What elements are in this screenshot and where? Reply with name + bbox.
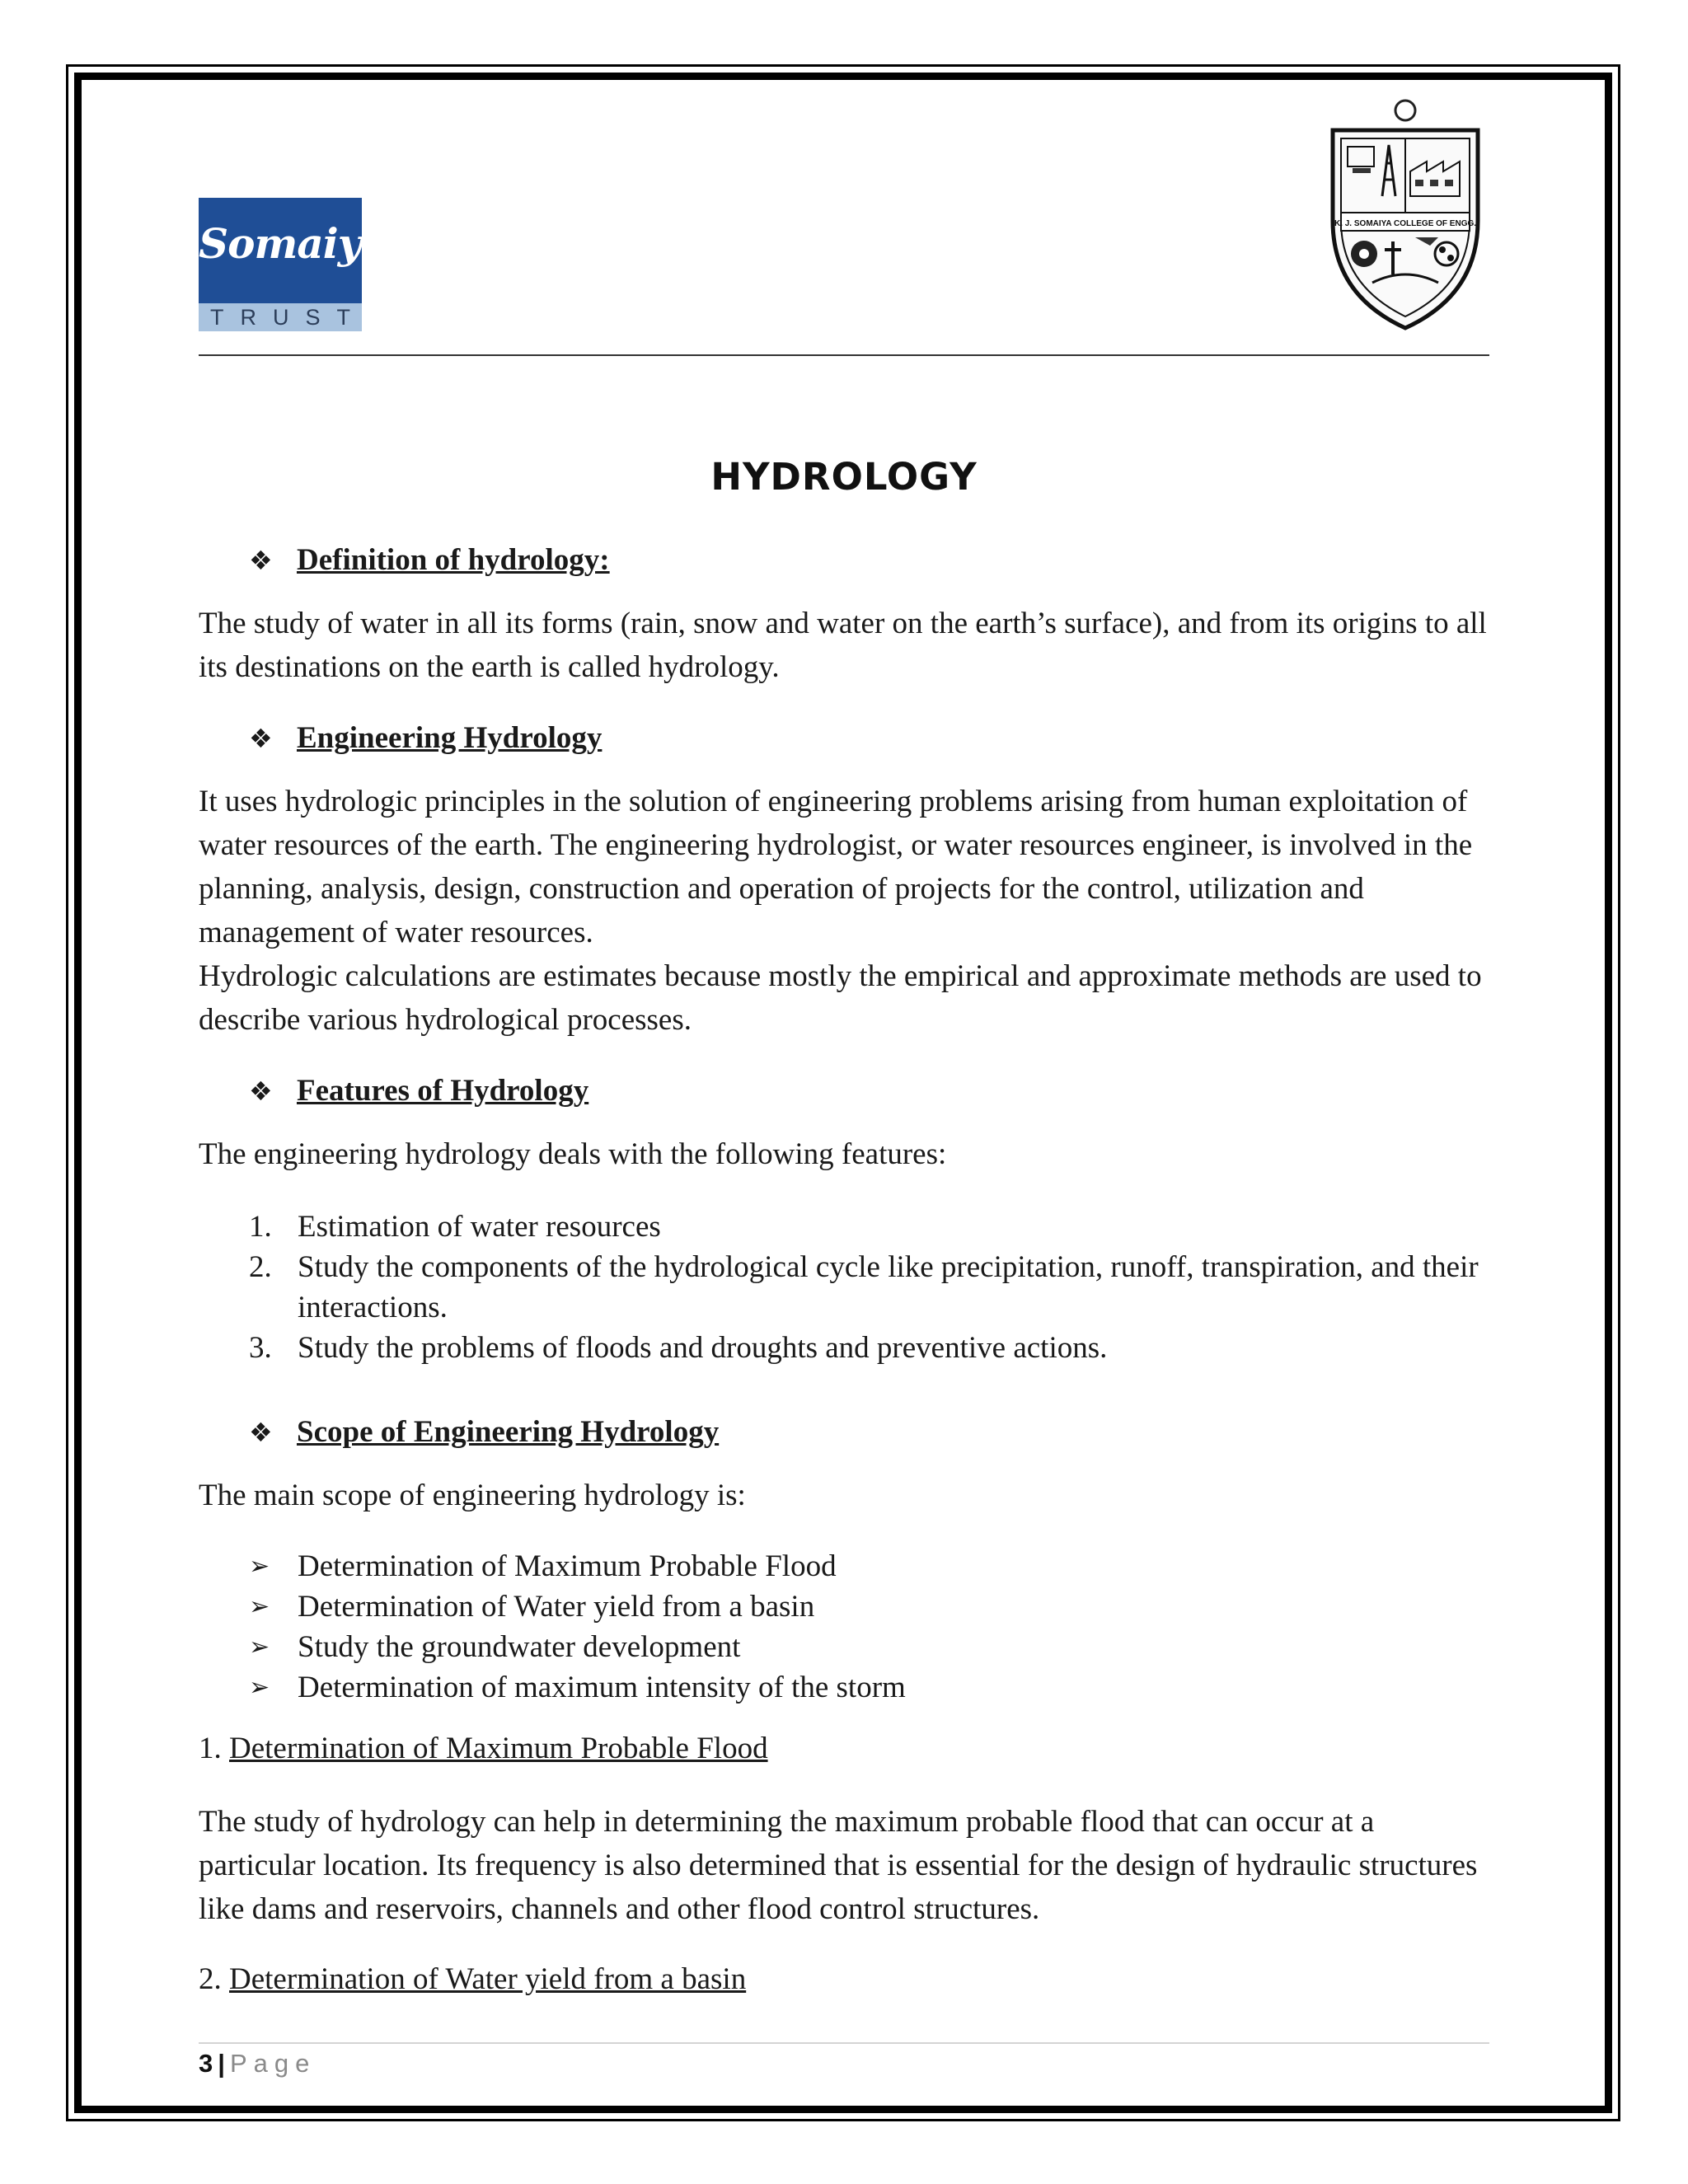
- list-item: [249, 1586, 1489, 1627]
- page-label: Page: [229, 2049, 316, 2078]
- section-heading-scope: [249, 1414, 719, 1450]
- list-item-text: Determination of Maximum Probable Flood: [298, 1549, 837, 1583]
- paragraph-text: The engineering hydrology deals with the following features:: [199, 1137, 947, 1171]
- list-item-text: Determination of maximum intensity of the storm: [298, 1671, 906, 1704]
- page-footer: [199, 2049, 316, 2079]
- subsection-heading-1: [199, 1731, 768, 1766]
- diamond-bullet-icon: ❖: [249, 1076, 273, 1107]
- list-number: 2.: [249, 1250, 272, 1284]
- list-item-text: Study the problems of floods and droughts and preventive actions.: [298, 1331, 1108, 1365]
- section-heading-features: [249, 1073, 588, 1108]
- list-item: [249, 1207, 1489, 1247]
- page-title: HYDROLOGY: [710, 455, 978, 499]
- paragraph-text: The main scope of engineering hydrology is:: [199, 1479, 746, 1512]
- subsection-title: Determination of Water yield from a basin: [229, 1962, 747, 1996]
- arrow-bullet-icon: ➢: [249, 1552, 270, 1581]
- section-heading-definition: [249, 542, 610, 578]
- list-item: [249, 1627, 1489, 1667]
- features-intro: [199, 1132, 1489, 1176]
- logo-script-text: Somaiya: [199, 219, 387, 268]
- subsection-number: 1.: [199, 1732, 222, 1765]
- footer-separator: |: [218, 2049, 225, 2078]
- definition-paragraph: [199, 602, 1489, 689]
- paragraph-text: It uses hydrologic principles in the solution of engineering problems arising from human exploitation of water resources of the earth. The engineering hydrologist, or water resources engineer, is involved in the planning, analysis, design, construction and operation of projects for the control, utilization and management of water resources.: [199, 785, 1473, 949]
- arrow-bullet-icon: ➢: [249, 1592, 270, 1621]
- subsection-title: Determination of Maximum Probable Flood: [229, 1732, 768, 1765]
- list-item-text: Study the groundwater development: [298, 1630, 741, 1664]
- heading-text: Features of Hydrology: [297, 1074, 589, 1108]
- college-crest-logo: [1323, 97, 1488, 333]
- features-list: [249, 1207, 1489, 1368]
- paragraph-text: The study of water in all its forms (rain, snow and water on the earth’s surface), and from its origins to all its destinations on the earth is called hydrology.: [199, 607, 1487, 684]
- header-rule: [199, 354, 1489, 356]
- heading-text: Definition of hydrology:: [297, 543, 610, 577]
- list-number: 1.: [249, 1210, 272, 1244]
- scope-list: [249, 1546, 1489, 1708]
- subsection-1-paragraph: [199, 1800, 1489, 1931]
- subsection-heading-2: [199, 1961, 746, 1997]
- list-number: 3.: [249, 1331, 272, 1365]
- heading-text: Engineering Hydrology: [297, 721, 603, 755]
- arrow-bullet-icon: ➢: [249, 1673, 270, 1702]
- paragraph-text: The study of hydrology can help in determining the maximum probable flood that can occur at a particular location. Its frequency is also determined that is essential for the design of hydraulic structures like dams and reservoirs, channels and other flood control structures.: [199, 1805, 1478, 1926]
- engineering-paragraph: [199, 780, 1489, 1042]
- diamond-bullet-icon: ❖: [249, 723, 273, 754]
- logo-band-text: TRUST: [199, 303, 362, 331]
- list-item: [249, 1247, 1489, 1328]
- crest-motto: K. J. SOMAIYA COLLEGE OF ENGG.: [1334, 219, 1477, 228]
- somaiya-trust-logo: [199, 198, 387, 331]
- heading-text: Scope of Engineering Hydrology: [297, 1415, 720, 1449]
- list-item-text: Estimation of water resources: [298, 1210, 661, 1244]
- scope-intro: [199, 1474, 1489, 1517]
- paragraph-text: Hydrologic calculations are estimates because mostly the empirical and approximate methods are used to describe various hydrological processes.: [199, 959, 1482, 1037]
- list-item: [249, 1546, 1489, 1586]
- list-item: [249, 1328, 1489, 1368]
- diamond-bullet-icon: ❖: [249, 1417, 273, 1448]
- footer-rule: [199, 2042, 1489, 2044]
- list-item: [249, 1667, 1489, 1708]
- diamond-bullet-icon: ❖: [249, 545, 273, 576]
- section-heading-engineering: [249, 720, 602, 756]
- list-item-text: Study the components of the hydrological cycle like precipitation, runoff, transpiration, and their interactions.: [298, 1250, 1479, 1324]
- list-item-text: Determination of Water yield from a basin: [298, 1590, 815, 1624]
- page-number: 3: [199, 2049, 213, 2078]
- arrow-bullet-icon: ➢: [249, 1633, 270, 1661]
- subsection-number: 2.: [199, 1962, 222, 1996]
